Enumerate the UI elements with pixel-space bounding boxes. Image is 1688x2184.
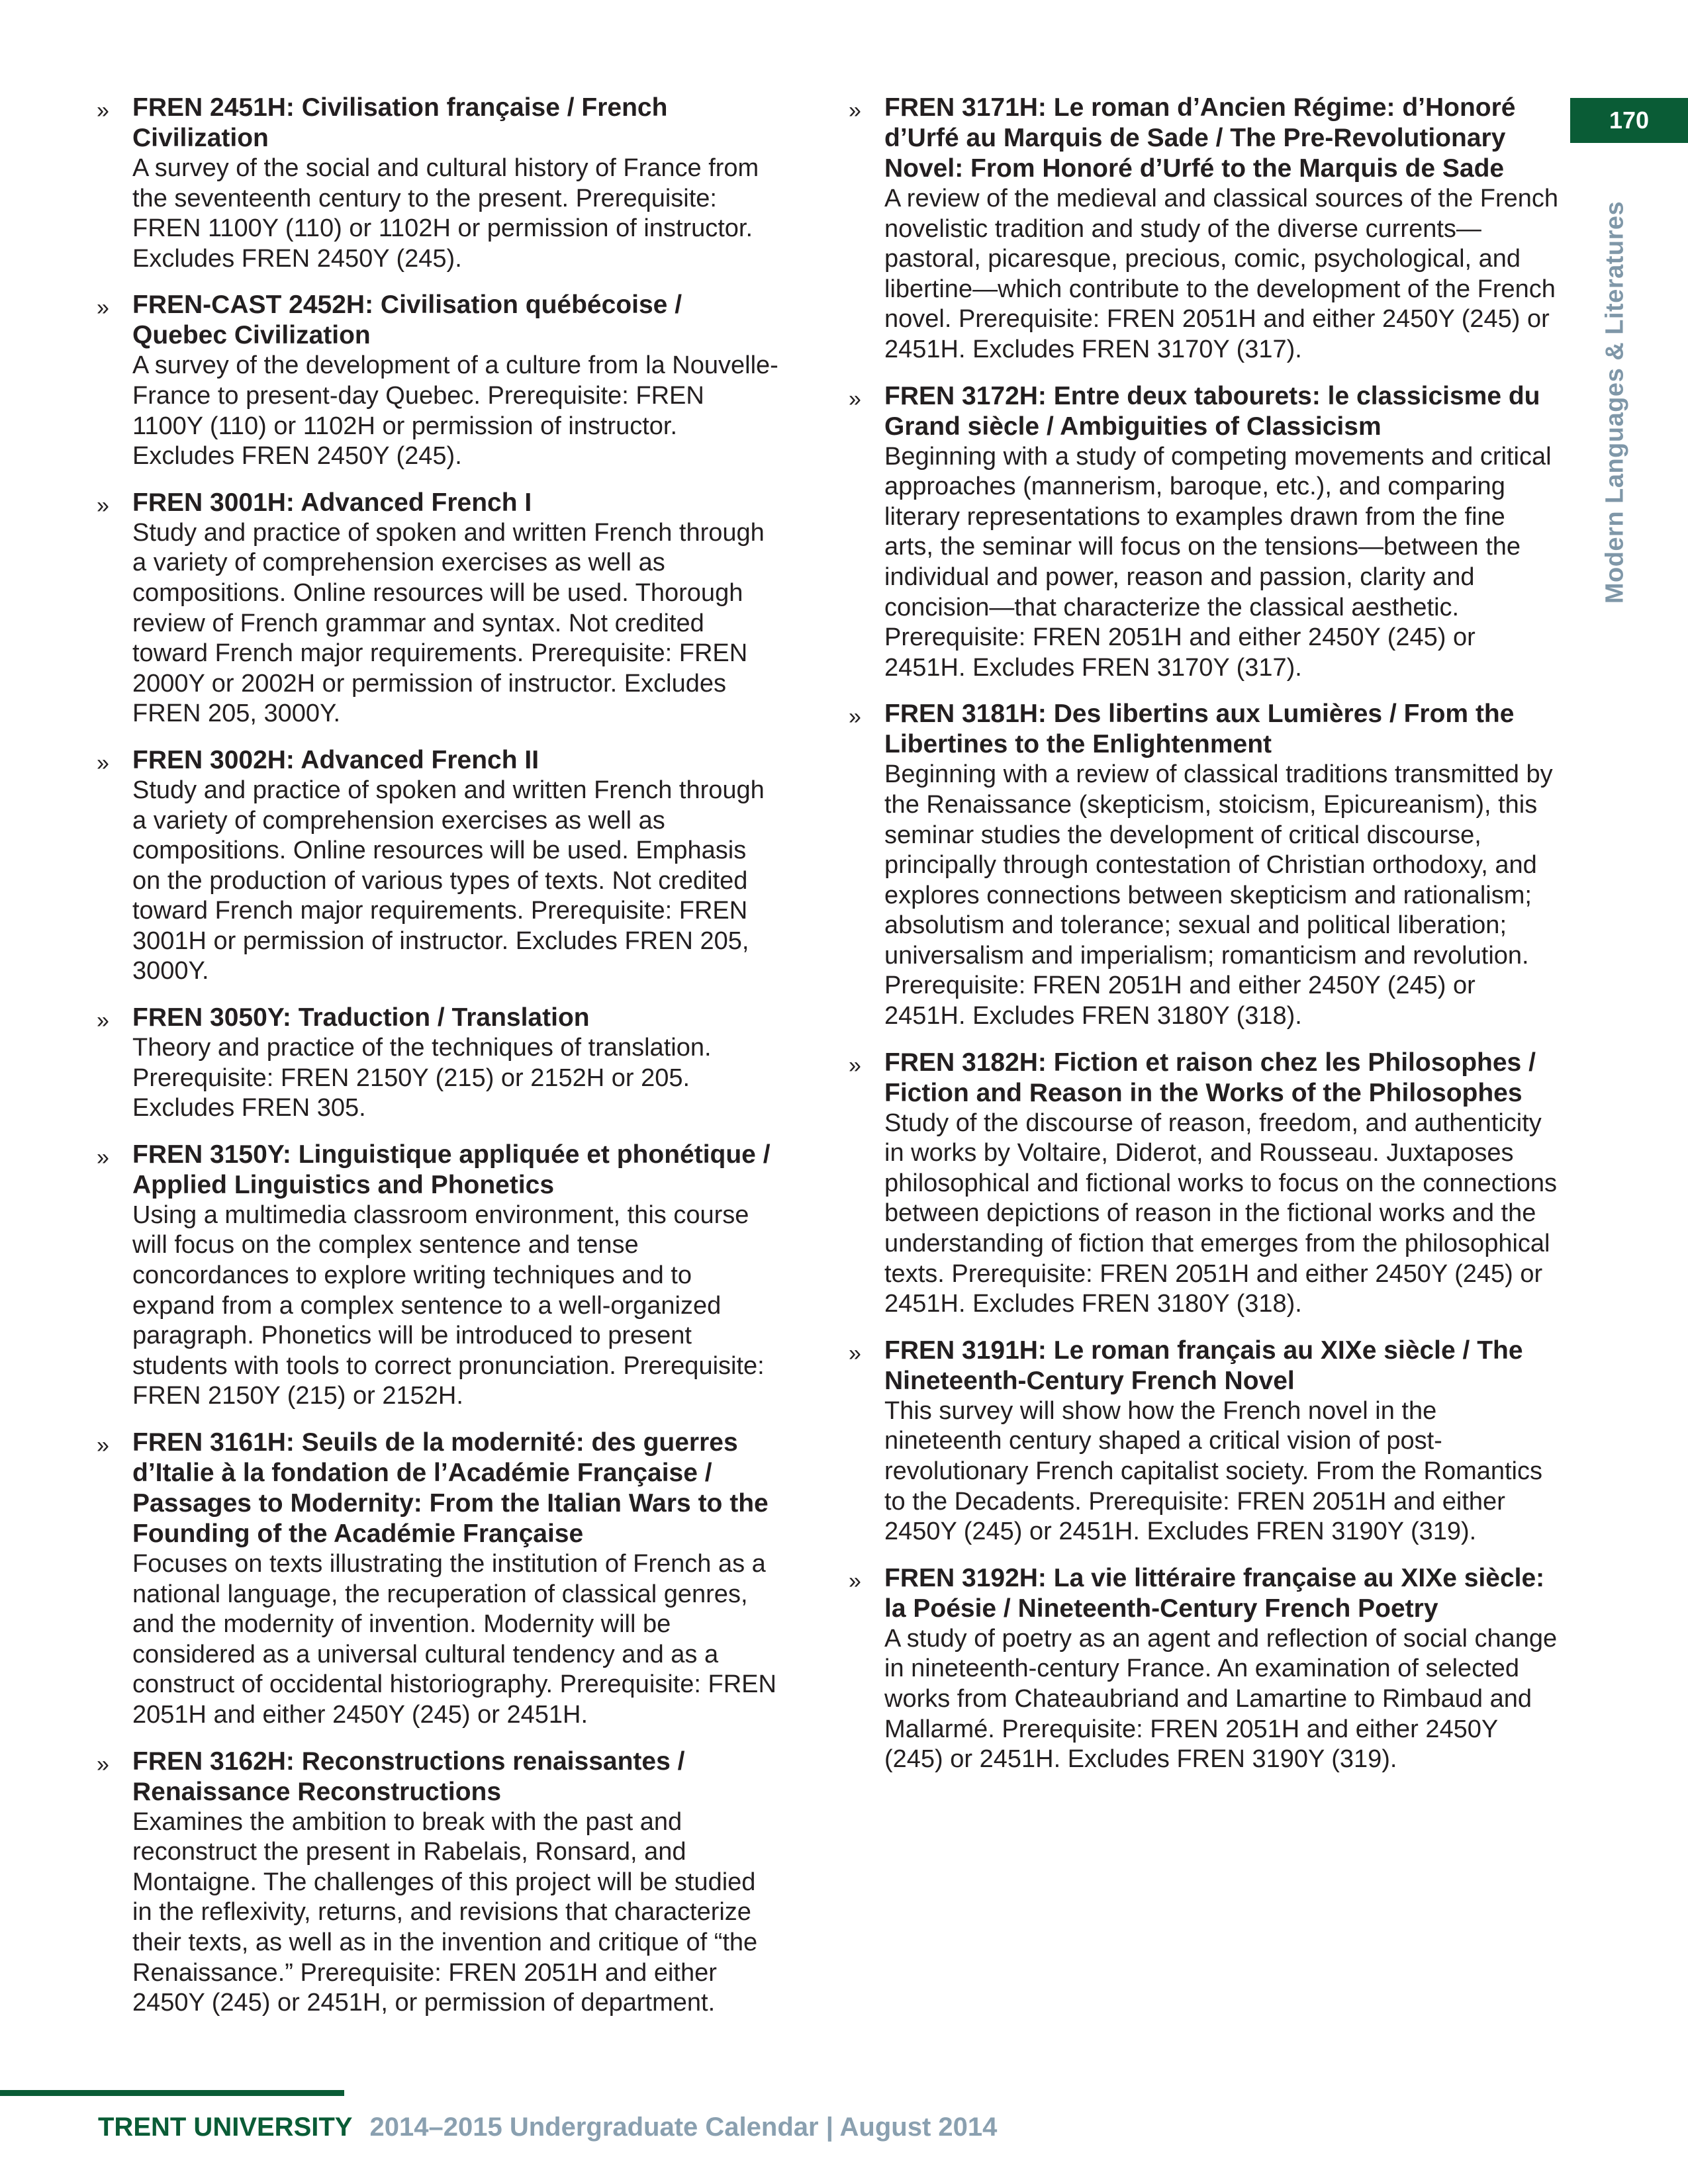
course-title: FREN-CAST 2452H: Civilisation québécoise / Quebec Civilization xyxy=(132,291,682,350)
page-number-tab: 170 xyxy=(1570,98,1688,143)
bullet-glyph: » xyxy=(849,1052,861,1078)
bullet-glyph: » xyxy=(97,750,109,776)
right-column xyxy=(845,93,1560,1791)
course-description: Focuses on texts illustrating the institution of French as a national language, the recuperation of classical genres, and the modernity of invention. Modernity will be considered as a universal cultural tendency and as a construct of occidental historiography. Prerequisite: FREN 2051H and either 2450Y (245) or 2451H. xyxy=(132,1550,776,1729)
course-entry xyxy=(93,1747,781,2019)
course-description: This survey will show how the French novel in the nineteenth century shaped a critical vision of post-revolutionary French capitalist society. From the Romantics to the Decadents. Prerequisite: FREN 2051H and either 2450Y (245) or 2451H. Excludes FREN 3190Y (319). xyxy=(884,1396,1542,1546)
bullet-glyph: » xyxy=(849,386,861,412)
bullet-glyph: » xyxy=(849,704,861,730)
bullet-glyph: » xyxy=(97,295,109,321)
course-title: FREN 3002H: Advanced French II xyxy=(132,745,539,774)
course-title: FREN 3162H: Reconstructions renaissantes / Renaissance Reconstructions xyxy=(132,1747,685,1806)
course-entry xyxy=(93,93,781,274)
course-entry xyxy=(93,1428,781,1731)
course-title: FREN 3050Y: Traduction / Translation xyxy=(132,1003,590,1032)
course-entry xyxy=(845,93,1560,365)
course-description: Study and practice of spoken and written French through a variety of comprehension exercises as well as compositions. Online resources will be used. Thorough review of French grammar and syntax. Not credited toward French major requirements. Prerequisite: FREN 2000Y or 2002H or permission of instructor. Excludes FREN 205, 3000Y. xyxy=(132,518,765,728)
course-title: FREN 3001H: Advanced French I xyxy=(132,488,532,517)
course-description: Beginning with a study of competing movements and critical approaches (mannerism, baroque, etc.), and comparing literary representations to examples drawn from the fine arts, the seminar will focus on the tensions—between the individual and power, reason and passion, clarity and concision—that characterize the classical aesthetic. Prerequisite: FREN 2051H and either 2450Y (245) or 2451H. Excludes FREN 3170Y (317). xyxy=(884,442,1552,682)
course-title: FREN 3181H: Des libertins aux Lumières / From the Libertines to the Enlightenment xyxy=(884,700,1515,759)
course-entry xyxy=(845,1336,1560,1547)
bullet-glyph: » xyxy=(97,1751,109,1777)
course-title: FREN 2451H: Civilisation française / French Civilization xyxy=(132,93,668,152)
course-title: FREN 3150Y: Linguistique appliquée et phonétique / Applied Linguistics and Phonetics xyxy=(132,1140,771,1199)
footer-university: TRENT UNIVERSITY xyxy=(98,2113,353,2142)
course-description: A survey of the social and cultural history of France from the seventeenth century to the present. Prerequisite: FREN 1100Y (110) or 1102H or permission of instructor. Excludes FREN 2450Y (245). xyxy=(132,154,759,273)
course-description: A survey of the development of a culture from la Nouvelle-France to present-day Quebec. Prerequisite: FREN 1100Y (110) or 1102H or permission of instructor. Excludes FREN 2450Y (245). xyxy=(132,351,778,471)
course-entry xyxy=(845,1048,1560,1320)
bullet-glyph: » xyxy=(849,1568,861,1594)
page-footer xyxy=(98,2111,997,2143)
course-description: A study of poetry as an agent and reflection of social change in nineteenth-century France. An examination of selected works from Chateaubriand and Lamartine to Rimbaud and Mallarmé. Prerequisite: FREN 2051H and either 2450Y (245) or 2451H. Excludes FREN 3190Y (319). xyxy=(884,1624,1558,1774)
course-description: Study and practice of spoken and written French through a variety of comprehension exercises as well as compositions. Online resources will be used. Emphasis on the production of various types of texts. Not credited toward French major requirements. Prerequisite: FREN 3001H or permission of instructor. Excludes FREN 205, 3000Y. xyxy=(132,776,765,985)
footer-rule xyxy=(0,2090,344,2096)
bullet-glyph: » xyxy=(97,492,109,518)
course-entry xyxy=(93,1003,781,1124)
bullet-glyph: » xyxy=(97,1144,109,1170)
course-title: FREN 3171H: Le roman d’Ancien Régime: d’Honoré d’Urfé au Marquis de Sade / The Pre-Revolutionary Novel: From Honoré d’Urfé to the Marquis de Sade xyxy=(884,93,1516,183)
course-description: Examines the ambition to break with the past and reconstruct the present in Rabelais, Ronsard, and Montaigne. The challenges of this project will be studied in the reflexivity, returns, and revisions that characterize their texts, as well as in the invention and critique of “the Renaissance.” Prerequisite: FREN 2051H and either 2450Y (245) or 2451H, or permission of department. xyxy=(132,1807,758,2017)
bullet-glyph: » xyxy=(849,98,861,123)
course-entry xyxy=(93,488,781,729)
course-description: A review of the medieval and classical sources of the French novelistic tradition and study of the diverse currents—pastoral, picaresque, precious, comic, psychological, and libertine—which contribute to the development of the French novel. Prerequisite: FREN 2051H and either 2450Y (245) or 2451H. Excludes FREN 3170Y (317). xyxy=(884,185,1559,363)
course-title: FREN 3192H: La vie littéraire française au XIXe siècle: la Poésie / Nineteenth-Century French Poetry xyxy=(884,1563,1545,1623)
course-entry xyxy=(93,290,781,471)
course-entry xyxy=(93,745,781,987)
course-entry xyxy=(845,699,1560,1031)
course-title: FREN 3161H: Seuils de la modernité: des guerres d’Italie à la fondation de l’Académie Française / Passages to Modernity: From the Italian Wars to the Founding of the Académie Française xyxy=(132,1428,769,1548)
course-entry xyxy=(845,381,1560,684)
course-entry xyxy=(93,1140,781,1412)
course-description: Using a multimedia classroom environment, this course will focus on the complex sentence and tense concordances to explore writing techniques and to expand from a complex sentence to a well-organized paragraph. Phonetics will be introduced to present students with tools to correct pronunciation. Prerequisite: FREN 2150Y (215) or 2152H. xyxy=(132,1201,765,1410)
course-description: Study of the discourse of reason, freedom, and authenticity in works by Voltaire, Diderot, and Rousseau. Juxtaposes philosophical and fictional works to focus on the connections between depictions of reason in the fictional works and the understanding of fiction that emerges from the philosophical texts. Prerequisite: FREN 2051H and either 2450Y (245) or 2451H. Excludes FREN 3180Y (318). xyxy=(884,1109,1558,1318)
footer-calendar: 2014–2015 Undergraduate Calendar | August 2014 xyxy=(369,2113,998,2142)
course-description: Theory and practice of the techniques of translation. Prerequisite: FREN 2150Y (215) or 2152H or 205. Excludes FREN 305. xyxy=(132,1034,712,1122)
bullet-glyph: » xyxy=(97,98,109,123)
course-entry xyxy=(845,1563,1560,1775)
course-title: FREN 3172H: Entre deux tabourets: le classicisme du Grand siècle / Ambiguities of Classicism xyxy=(884,381,1540,441)
course-description: Beginning with a review of classical traditions transmitted by the Renaissance (skepticism, stoicism, Epicureanism), this seminar studies the development of critical discourse, principally through contestation of Christian orthodoxy, and explores connections between skepticism and rationalism; absolutism and tolerance; sexual and political liberation; universalism and imperialism; romanticism and revolution. Prerequisite: FREN 2051H and either 2450Y (245) or 2451H. Excludes FREN 3180Y (318). xyxy=(884,760,1553,1030)
course-title: FREN 3182H: Fiction et raison chez les Philosophes / Fiction and Reason in the Works of the Philosophes xyxy=(884,1048,1536,1107)
section-side-label: Modern Languages & Literatures xyxy=(1601,201,1629,604)
left-column xyxy=(93,93,781,2034)
bullet-glyph: » xyxy=(97,1433,109,1458)
bullet-glyph: » xyxy=(849,1340,861,1366)
bullet-glyph: » xyxy=(97,1008,109,1034)
course-title: FREN 3191H: Le roman français au XIXe siècle / The Nineteenth-Century French Novel xyxy=(884,1336,1523,1395)
